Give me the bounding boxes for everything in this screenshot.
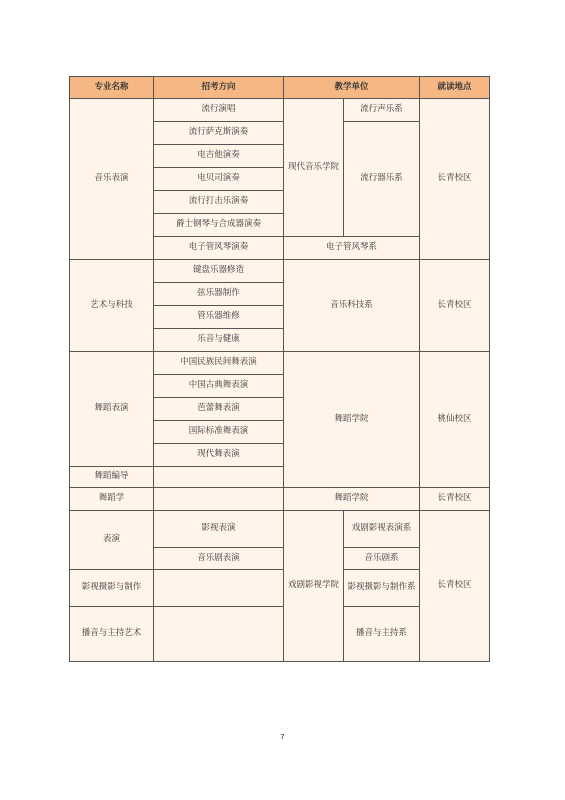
dept-cell: 流行器乐系 <box>344 122 420 237</box>
direction-cell: 芭蕾舞表演 <box>154 398 284 421</box>
direction-cell: 音乐剧表演 <box>154 548 284 570</box>
direction-cell: 弦乐器制作 <box>154 283 284 306</box>
direction-cell-empty <box>154 488 284 511</box>
location-cell: 桃仙校区 <box>420 352 490 488</box>
unit-cell: 舞蹈学院 <box>284 488 420 511</box>
dept-cell: 影视摄影与制作系 <box>344 570 420 607</box>
direction-cell: 电吉他演奏 <box>154 145 284 168</box>
direction-cell: 乐音与健康 <box>154 329 284 352</box>
dept-cell: 音乐剧系 <box>344 548 420 570</box>
location-cell: 长青校区 <box>420 511 490 662</box>
direction-cell: 流行演唱 <box>154 99 284 122</box>
direction-cell: 中国古典舞表演 <box>154 375 284 398</box>
location-cell: 长青校区 <box>420 99 490 260</box>
unit-cell: 戏剧影视学院 <box>284 511 344 662</box>
direction-cell: 电子管风琴演奏 <box>154 237 284 260</box>
major-cell: 影视摄影与制作 <box>70 570 154 607</box>
major-cell: 音乐表演 <box>70 99 154 260</box>
dept-cell: 戏剧影视表演系 <box>344 511 420 548</box>
direction-cell: 流行打击乐演奏 <box>154 191 284 214</box>
direction-cell: 中国民族民间舞表演 <box>154 352 284 375</box>
direction-cell-empty <box>154 467 284 488</box>
majors-table <box>69 76 490 662</box>
direction-cell-empty <box>154 607 284 662</box>
direction-cell: 管乐器维修 <box>154 306 284 329</box>
header-major: 专业名称 <box>70 77 154 99</box>
direction-cell-empty <box>154 570 284 607</box>
direction-cell: 电贝司演奏 <box>154 168 284 191</box>
header-unit: 教学单位 <box>284 77 420 99</box>
location-cell: 长青校区 <box>420 488 490 511</box>
major-cell: 表演 <box>70 511 154 570</box>
page-number: 7 <box>280 733 285 741</box>
unit-cell: 电子管风琴系 <box>284 237 420 260</box>
major-cell: 舞蹈编导 <box>70 467 154 488</box>
dept-cell: 播音与主持系 <box>344 607 420 662</box>
direction-cell: 键盘乐器修造 <box>154 260 284 283</box>
header-direction: 招考方向 <box>154 77 284 99</box>
direction-cell: 现代舞表演 <box>154 444 284 467</box>
direction-cell: 国际标准舞表演 <box>154 421 284 444</box>
direction-cell: 影视表演 <box>154 511 284 548</box>
unit-cell: 音乐科技系 <box>284 260 420 352</box>
major-cell: 艺术与科技 <box>70 260 154 352</box>
direction-cell: 爵士钢琴与合成器演奏 <box>154 214 284 237</box>
major-cell: 舞蹈学 <box>70 488 154 511</box>
dept-cell: 流行声乐系 <box>344 99 420 122</box>
location-cell: 长青校区 <box>420 260 490 352</box>
major-cell: 舞蹈表演 <box>70 352 154 467</box>
unit-cell: 舞蹈学院 <box>284 352 420 488</box>
direction-cell: 流行萨克斯演奏 <box>154 122 284 145</box>
header-location: 就读地点 <box>420 77 490 99</box>
unit-cell: 现代音乐学院 <box>284 99 344 237</box>
major-cell: 播音与主持艺术 <box>70 607 154 662</box>
